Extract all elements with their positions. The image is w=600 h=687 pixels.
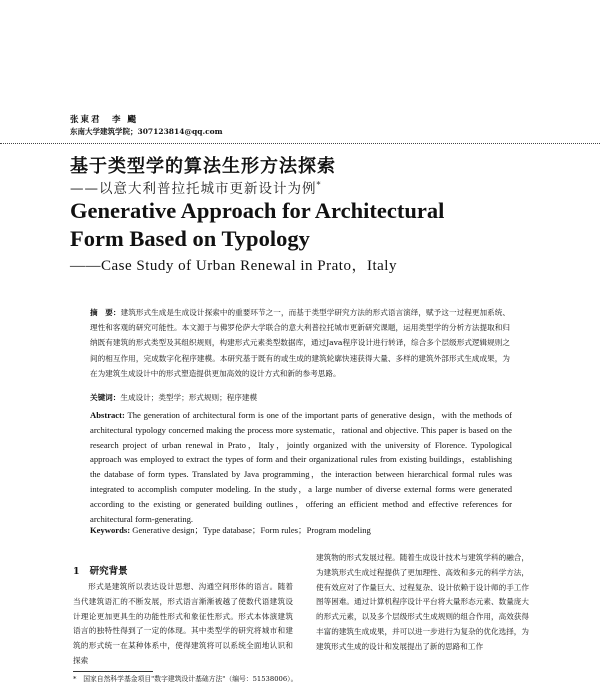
body-column-left: 形式是建筑所以表达设计思想、沟通空间形体的语言。随着当代建筑语汇的不断发展，形式语言渐渐被越了使数代语建筑设计理论更加更具生的功能性形式和象征性形式。形式本体演建筑语言的独特性得到了一定的体现。其中类型学的研究将城市和建筑的形式统一在某种体系中，使得建筑将可以系统全面地认识和探索 xyxy=(73,582,293,665)
abstract-english-label: Abstract: xyxy=(90,410,125,420)
author-affiliation: 东南大学建筑学院；307123814@qq.com xyxy=(70,127,223,136)
abstract-english xyxy=(90,408,512,526)
title-english-line2: Form Based on Typology xyxy=(70,226,310,251)
abstract-chinese-text: 建筑形式生成是生成设计探索中的重要环节之一，而基于类型学研究方法的形式语言演绎，赋予这一过程更加系统、理性和客观的研究可能性。本文源于与佛罗伦萨大学联合的意大利普拉托城市更新研究课题，运用类型学的分析方法提取和归纳既有建筑的形式类型及其组织规则，构建形式元素类型数据库，通过Java程序设计进行转译，综合多个层级形式逻辑规则之间的相互作用，完成数字化程序建模。本研究基于既有的或生成的建筑轮廓快速获得大量、多样的建筑外部形式生成成果，为在为建筑生成设计中的形式塑造提供更加高效的设计方式和新的参考思路。 xyxy=(90,308,511,378)
keywords-english xyxy=(90,524,510,536)
keywords-chinese xyxy=(90,392,510,403)
subtitle-english: ——Case Study of Urban Renewal in Prato，Italy xyxy=(70,258,397,274)
footnote-mark: * xyxy=(73,675,77,683)
body-column-right: 建筑物的形式发展过程。随着生成设计技术与建筑学科的融合，为建筑形式生成过程提供了更加理性、高效和多元的科学方法，使有效应对了作量巨大、过程复杂、设计依赖于设计师的手工作图等困难。通过计算机程序设计平台将大量形态元素、数量庞大的形式元素，以及多个层级形式生成规则的组合作用，高效获得丰富的建筑生成成果，并可以进一步进行为复杂的优化选择，为建筑形式生成的设计和发展提出了新的思路和工作 xyxy=(316,553,529,651)
keywords-chinese-text: 生成设计；类型学；形式规则；程序建模 xyxy=(120,393,258,402)
abstract-english-text: The generation of architectural form is one of the important parts of generative design，with the methods of architectural typology concerned making the process more systematic，rational and objective. This paper is based on the research project of urban renewal in Prato，Italy，jointly organized with the university of Florence. Typological approach was employed to extract the types of form and their organizational rules from existing buildings，establishing the database of form types. Translated by Java programming，the interaction between hierarchical formal rules was integrated to accomplish computer modeling. In the study，a large number of diverse external forms were generated according to the existing or generated building outlines，offering an efficient method and effective references for architectural form-generating. xyxy=(90,410,512,524)
keywords-english-text: Generative design；Type database；Form rules；Program modeling xyxy=(132,525,371,535)
header-divider xyxy=(0,143,600,144)
keywords-chinese-label: 关键词： xyxy=(90,393,121,402)
footnote-divider xyxy=(73,671,153,672)
abstract-chinese-label: 摘 要： xyxy=(90,308,121,317)
keywords-english-label: Keywords: xyxy=(90,525,131,535)
author-names: 张東君 李 颺 xyxy=(70,115,138,125)
section-heading xyxy=(73,563,128,577)
section-title: 研究背景 xyxy=(89,566,128,577)
footnote xyxy=(73,673,297,683)
subtitle-footnote-mark: * xyxy=(316,180,322,190)
title-english-line1: Generative Approach for Architectural xyxy=(70,198,445,223)
subtitle-chinese-text: ——以意大利普拉托城市更新设计为例 xyxy=(70,181,317,197)
section-number: 1 xyxy=(73,566,80,577)
footnote-text: 国家自然科学基金项目"数字建筑设计基础方法"（编号：51538006）。 xyxy=(83,675,298,683)
title-chinese: 基于类型学的算法生形方法探索 xyxy=(70,156,336,177)
subtitle-chinese xyxy=(70,177,322,197)
abstract-chinese xyxy=(90,305,510,381)
